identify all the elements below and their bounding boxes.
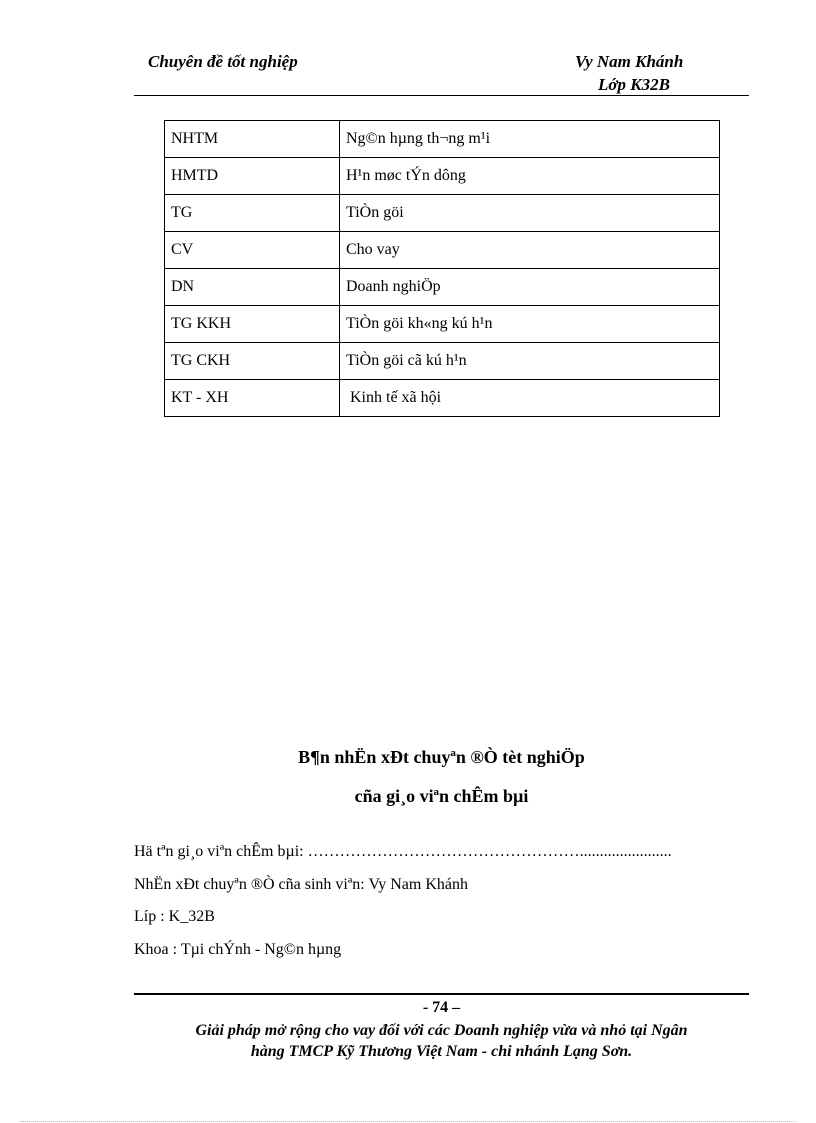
- table-row: [165, 269, 720, 306]
- meaning-cell: TiÒn göi cã kú h¹n: [340, 343, 720, 380]
- table-row: [165, 306, 720, 343]
- abbreviation-cell: DN: [165, 269, 340, 306]
- abbreviation-cell: KT - XH: [165, 380, 340, 417]
- footer-rule: [134, 993, 749, 995]
- reviewer-name-line: Hä tªn gi¸o viªn chÊm bµi: …………………………………………….......................: [134, 843, 672, 860]
- page-bottom-border: [20, 1121, 796, 1122]
- class-line: Líp : K_32B: [134, 908, 215, 925]
- footer-thesis-title-line1: Giải pháp mở rộng cho vay đối với các Doanh nghiệp vừa và nhỏ tại Ngân: [195, 1022, 688, 1039]
- review-title-line2: cña gi¸o viªn chÊm bµi: [354, 786, 529, 806]
- abbreviation-table-body: [165, 121, 720, 417]
- header-author: Vy Nam Khánh: [575, 52, 684, 71]
- table-row: [165, 158, 720, 195]
- meaning-cell: Doanh nghiÖp: [340, 269, 720, 306]
- table-row: [165, 195, 720, 232]
- abbreviation-cell: TG CKH: [165, 343, 340, 380]
- review-title-line1: B¶n nhËn xÐt chuyªn ®Ò tèt nghiÖp: [298, 747, 585, 767]
- table-row: [165, 232, 720, 269]
- header-class: Lớp K32B: [598, 75, 670, 94]
- meaning-cell: TiÒn göi: [340, 195, 720, 232]
- abbreviation-cell: TG KKH: [165, 306, 340, 343]
- meaning-cell: Cho vay: [340, 232, 720, 269]
- abbreviation-cell: NHTM: [165, 121, 340, 158]
- page-number: - 74 –: [422, 999, 461, 1016]
- student-review-line: NhËn xÐt chuyªn ®Ò cña sinh viªn: Vy Nam Khánh: [134, 876, 468, 893]
- header-chapter-title: Chuyên đề tốt nghiệp: [148, 52, 298, 71]
- faculty-line: Khoa : Tµi chÝnh - Ng©n hµng: [134, 941, 342, 958]
- meaning-cell: H¹n møc tÝn dông: [340, 158, 720, 195]
- footer-thesis-title-line2: hàng TMCP Kỹ Thương Việt Nam - chi nhánh Lạng Sơn.: [250, 1043, 633, 1060]
- abbreviation-cell: TG: [165, 195, 340, 232]
- table-row: [165, 121, 720, 158]
- abbreviation-cell: CV: [165, 232, 340, 269]
- header-rule: [134, 95, 749, 96]
- meaning-cell: Ng©n hµng th¬ng m¹i: [340, 121, 720, 158]
- meaning-cell: TiÒn göi kh«ng kú h¹n: [340, 306, 720, 343]
- table-row: [165, 380, 720, 417]
- abbreviation-cell: HMTD: [165, 158, 340, 195]
- meaning-cell: Kinh tế xã hội: [340, 380, 720, 417]
- table-row: [165, 343, 720, 380]
- abbreviation-table: [164, 120, 720, 417]
